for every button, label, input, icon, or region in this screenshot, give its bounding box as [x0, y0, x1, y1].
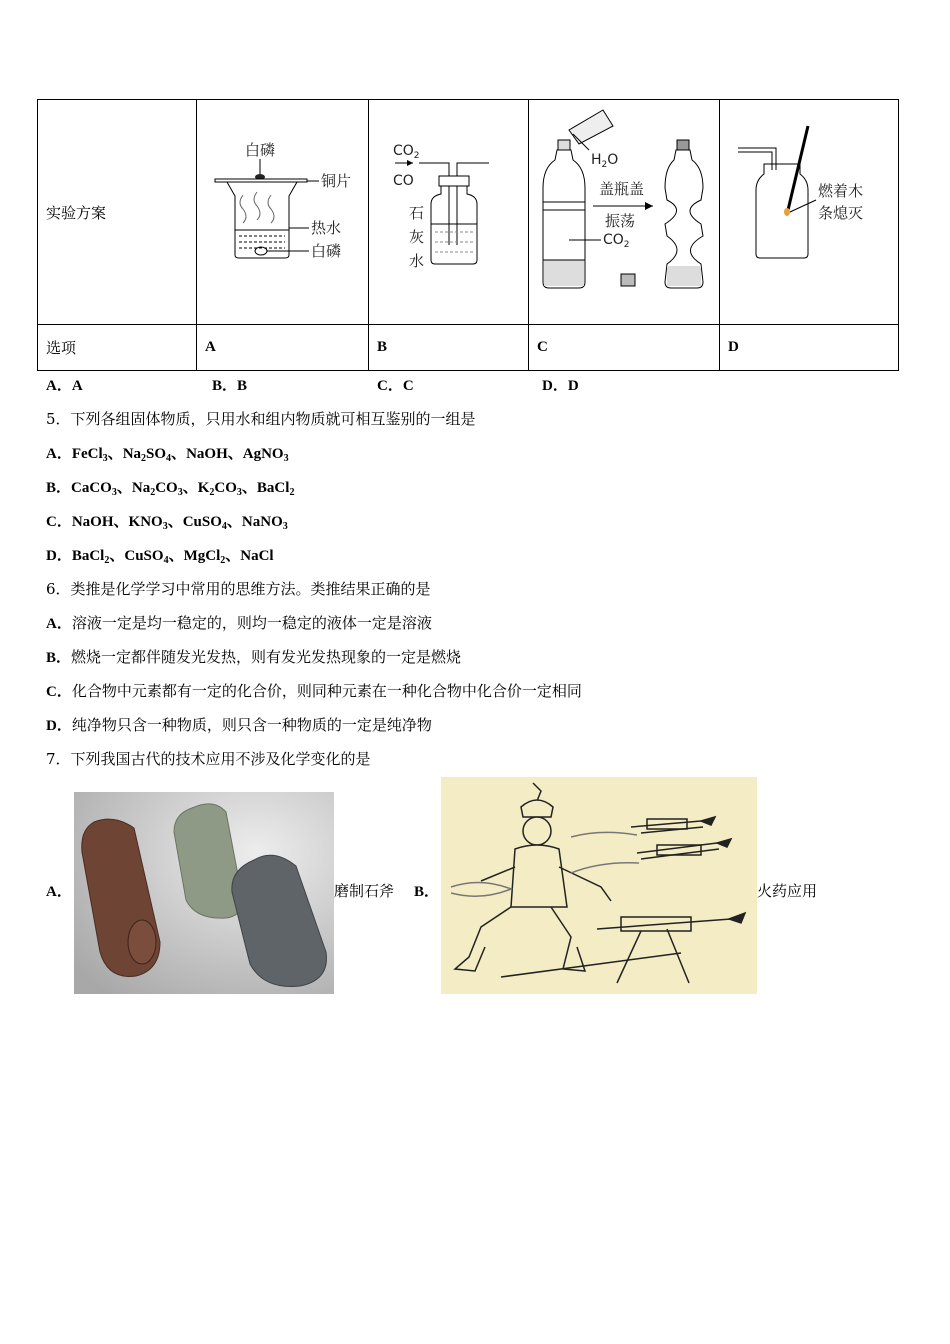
- co2-bottle-shaking-diagram: [529, 100, 719, 320]
- option-a-cell: A: [197, 325, 369, 371]
- row-label-scheme: 实验方案: [38, 100, 197, 325]
- q7-option-a-caption: 磨制石斧: [334, 882, 395, 900]
- label-copper-sheet: 铜片: [321, 172, 352, 190]
- row-label-option: 选项: [38, 325, 197, 371]
- q5-option-d[interactable]: D．BaCl$_2$、CuSO$_4$、MgCl$_2$、NaCl: [46, 548, 274, 566]
- gunpowder-woodcut-image: [441, 777, 757, 994]
- q6-option-b[interactable]: B．燃烧一定都伴随发光发热，则有发光发热现象的一定是燃烧: [46, 648, 462, 666]
- q4-answer-options: [46, 374, 579, 395]
- q4-option-a[interactable]: A．A: [46, 378, 83, 394]
- experiment-table: [37, 99, 899, 371]
- option-d-cell: D: [720, 325, 899, 371]
- label-shake: 振荡: [605, 212, 636, 230]
- figure-cell-c: [529, 100, 720, 325]
- q4-option-d[interactable]: D．D: [542, 378, 579, 394]
- label-burning-stick: 燃着木: [818, 182, 864, 200]
- option-b-cell: B: [369, 325, 529, 371]
- q5-option-b[interactable]: B．CaCO$_3$、$Na_2CO_3$、$K_2CO_3$、BaCl$_2$: [46, 480, 295, 498]
- phosphorus-combustion-diagram: [197, 100, 368, 320]
- svg-text:CO2: $CO_2$: [393, 143, 420, 161]
- figure-cell-d: [720, 100, 899, 325]
- q6-option-a[interactable]: A．溶液一定是均一稳定的，则均一稳定的液体一定是溶液: [46, 614, 432, 632]
- q7-stem: 7．下列我国古代的技术应用不涉及化学变化的是: [46, 750, 371, 768]
- q5-option-c[interactable]: C．NaOH、$KNO_3$、CuSO$_4$、NaNO$_3$: [46, 514, 288, 532]
- svg-text:CO2: $CO_2$: [603, 232, 630, 250]
- limewater-bottle-diagram: [369, 100, 528, 320]
- q4-option-b[interactable]: B．B: [212, 378, 248, 394]
- svg-text:石: 石: [409, 204, 425, 222]
- svg-text:H2O: $H_2O$: [591, 152, 619, 170]
- q7-option-b-caption: 火药应用: [757, 882, 818, 900]
- figure-cell-b: [369, 100, 529, 325]
- label-white-phosphorus-bottom: 白磷: [311, 242, 342, 260]
- label-co: CO: [393, 173, 414, 189]
- q5-option-a[interactable]: A．FeCl$_3$、$Na_2SO_4$、NaOH、AgNO$_3$: [46, 446, 289, 464]
- q7-option-a-letter[interactable]: A．: [46, 884, 72, 900]
- label-cap-bottle: 盖瓶盖: [599, 180, 645, 198]
- q4-option-c[interactable]: C．C: [377, 378, 414, 394]
- q6-option-d[interactable]: D．纯净物只含一种物质，则只含一种物质的一定是纯净物: [46, 716, 432, 734]
- burning-stick-extinguished-diagram: [720, 100, 898, 320]
- q6-option-c[interactable]: C．化合物中元素都有一定的化合价，则同种元素在一种化合物中化合价一定相同: [46, 682, 582, 700]
- option-c-cell: C: [529, 325, 720, 371]
- q5-stem: 5．下列各组固体物质，只用水和组内物质就可相互鉴别的一组是: [46, 410, 476, 428]
- q7-option-b-letter[interactable]: B．: [414, 884, 440, 900]
- stone-axes-photo: [74, 792, 334, 994]
- q6-stem: 6．类推是化学学习中常用的思维方法。类推结果正确的是: [46, 580, 431, 598]
- svg-text:灰: 灰: [409, 228, 425, 246]
- label-extinguished: 条熄灭: [818, 204, 864, 222]
- svg-text:水: 水: [409, 252, 425, 270]
- figure-cell-a: [197, 100, 369, 325]
- label-hot-water: 热水: [311, 219, 342, 237]
- label-white-phosphorus-top: 白磷: [245, 141, 276, 159]
